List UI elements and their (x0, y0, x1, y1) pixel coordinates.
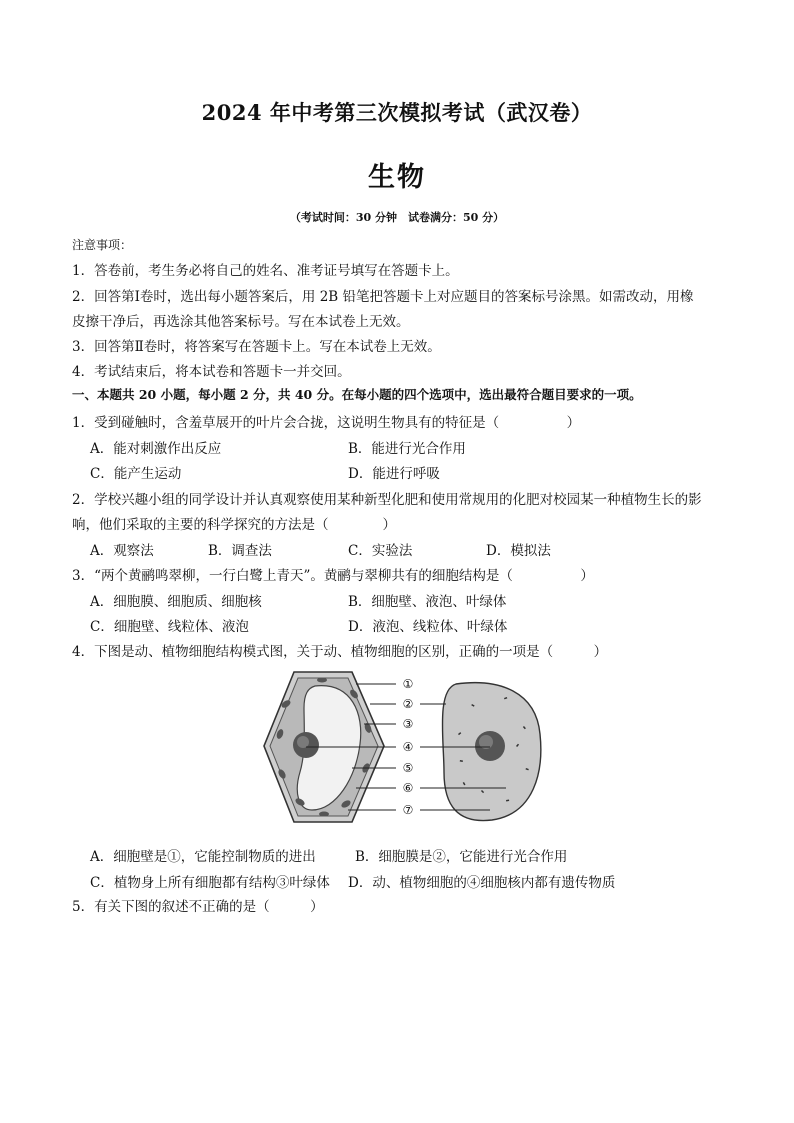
notice-item: 1．答卷前，考生务必将自己的姓名、准考证号填写在答题卡上。 (72, 263, 459, 279)
question-4-stem: 4．下图是动、植物细胞结构模式图，关于动、植物细胞的区别，正确的一项是（ ） (72, 644, 608, 660)
label-2: ② (402, 697, 414, 711)
question-2-option-a: A．观察法 (90, 543, 154, 559)
exam-title: 2024 年中考第三次模拟考试（武汉卷） (201, 100, 593, 125)
question-3-option-c: C．细胞壁、线粒体、液泡 (90, 619, 249, 635)
question-2-stem-cont: 响，他们采取的主要的科学探究的方法是（ ） (72, 517, 396, 533)
question-2-stem: 2．学校兴趣小组的同学设计并认真观察使用某种新型化肥和使用常规用的化肥对校园某一种植物生长的影 (72, 492, 702, 508)
question-2-option-b: B．调查法 (208, 543, 272, 559)
question-3-option-b: B．细胞壁、液泡、叶绿体 (348, 594, 507, 610)
question-4-option-a: A．细胞壁是①，它能控制物质的进出 (90, 849, 316, 865)
cell-diagram (260, 664, 550, 834)
notice-item: 4．考试结束后，将本试卷和答题卡一并交回。 (72, 364, 351, 380)
label-1: ① (402, 677, 414, 691)
notice-item: 皮擦干净后，再选涂其他答案标号。写在本试卷上无效。 (72, 314, 410, 330)
label-5: ⑤ (402, 761, 414, 775)
label-6: ⑥ (402, 781, 414, 795)
question-1-option-a: A．能对刺激作出反应 (90, 441, 222, 457)
question-4-option-d: D．动、植物细胞的④细胞核内都有遗传物质 (348, 875, 616, 891)
question-4-option-b: B．细胞膜是②，它能进行光合作用 (355, 849, 568, 865)
question-2-option-c: C．实验法 (348, 543, 413, 559)
section-heading: 一、本题共 20 小题，每小题 2 分，共 40 分。在每小题的四个选项中，选出最符合题目要求的一项。 (72, 387, 642, 402)
question-3-stem: 3．“两个黄鹂鸣翠柳，一行白鹭上青天”。黄鹂与翠柳共有的细胞结构是（ ） (72, 568, 594, 584)
question-1-stem: 1．受到碰触时，含羞草展开的叶片会合拢，这说明生物具有的特征是（ ） (72, 415, 581, 431)
notice-item: 2．回答第Ⅰ卷时，选出每小题答案后，用 2B 铅笔把答题卡上对应题目的答案标号涂黑。如需改动，用橡 (72, 289, 694, 305)
subject-title: 生物 (368, 162, 426, 193)
question-1-option-c: C．能产生运动 (90, 466, 182, 482)
figure-labels (403, 677, 414, 817)
notice-item: 3．回答第Ⅱ卷时，将答案写在答题卡上。写在本试卷上无效。 (72, 339, 441, 355)
label-4: ④ (402, 740, 414, 754)
question-1-option-d: D．能进行呼吸 (348, 466, 440, 482)
animal-cell (442, 683, 540, 821)
exam-info: （考试时间：30 分钟 试卷满分：50 分） (289, 211, 505, 224)
label-7: ⑦ (402, 803, 414, 817)
question-3-option-d: D．液泡、线粒体、叶绿体 (348, 619, 508, 635)
question-3-option-a: A．细胞膜、细胞质、细胞核 (90, 594, 262, 610)
question-2-option-d: D．模拟法 (486, 543, 551, 559)
question-5-stem: 5．有关下图的叙述不正确的是（ ） (72, 899, 324, 915)
question-4-option-c: C．植物身上所有细胞都有结构③叶绿体 (90, 875, 330, 891)
question-1-option-b: B．能进行光合作用 (348, 441, 466, 457)
label-3: ③ (402, 717, 414, 731)
notice-heading: 注意事项： (72, 238, 133, 252)
